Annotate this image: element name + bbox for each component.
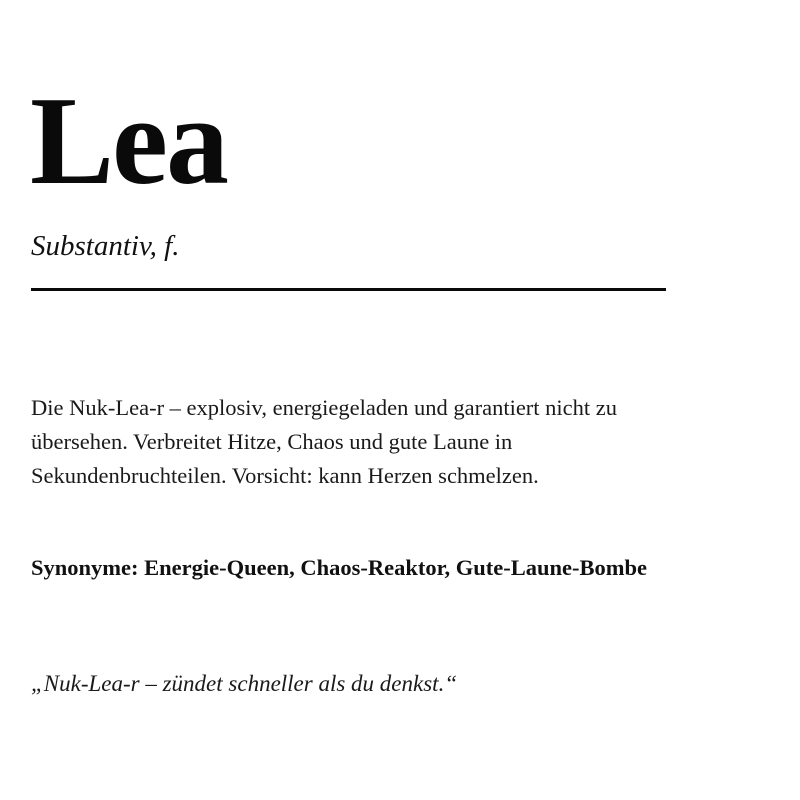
definition [31,391,791,493]
divider-rule [31,288,666,291]
synonyms-label: Synonyme: [31,555,139,580]
headword: Lea [30,72,227,211]
part-of-speech: Substantiv, f. [31,230,180,262]
definition-line: Sekundenbruchteilen. Vorsicht: kann Herzen schmelzen. [31,463,539,488]
synonyms [31,552,647,584]
example-quote: „Nuk-Lea-r – zündet schneller als du denkst.“ [31,671,458,696]
definition-line: übersehen. Verbreitet Hitze, Chaos und gute Laune in [31,429,513,454]
definition-line: Die Nuk-Lea-r – explosiv, energiegeladen und garantiert nicht zu [31,395,618,420]
synonyms-list: Energie-Queen, Chaos-Reaktor, Gute-Laune-Bombe [144,555,648,580]
